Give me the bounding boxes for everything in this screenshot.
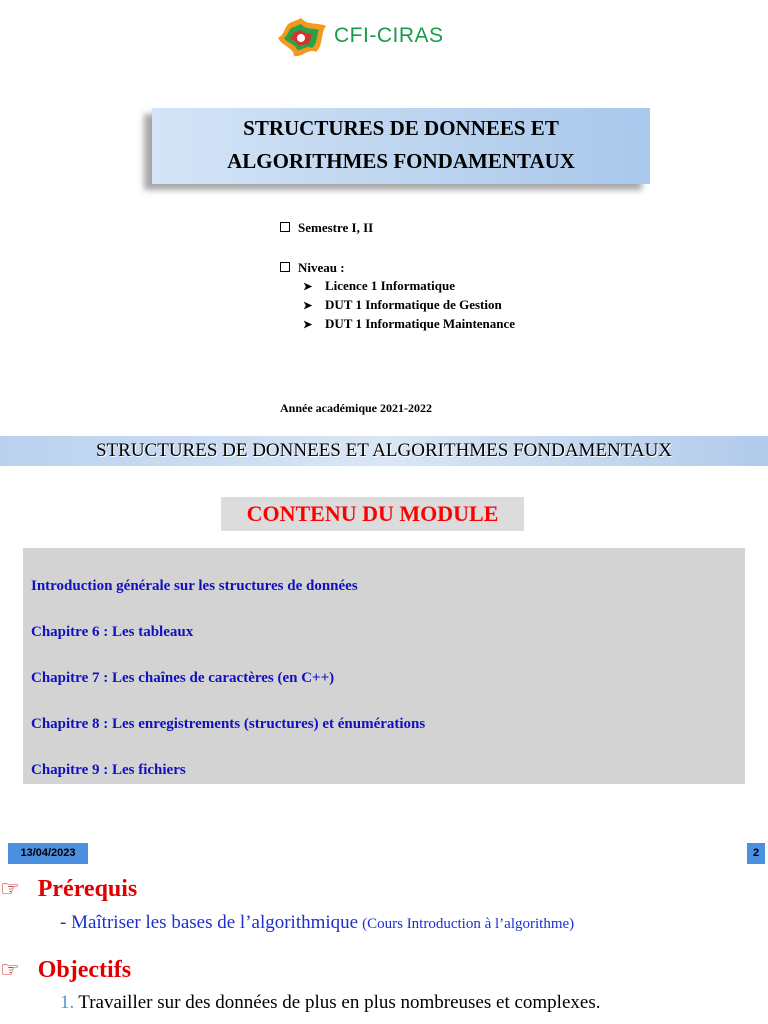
pointing-hand-icon: ☞	[0, 957, 20, 982]
slide-page-number: 2	[747, 843, 765, 864]
slide-banner: STRUCTURES DE DONNEES ET ALGORITHMES FONDAMENTAUX	[0, 436, 768, 466]
prerequis-note: (Cours Introduction à l’algorithme)	[362, 916, 575, 932]
niveau-label: Niveau :	[298, 260, 345, 275]
objectifs-item	[60, 992, 600, 1014]
slide-date: 13/04/2023	[8, 843, 88, 864]
star-flower-logo-icon	[272, 16, 330, 60]
chapter-item: Chapitre 7 : Les chaînes de caractères (en C++)	[31, 670, 335, 686]
arrow-bullet-icon: ➤	[303, 319, 313, 331]
pointing-hand-icon: ☞	[0, 876, 20, 901]
niveau-sub-text: Licence 1 Informatique	[325, 278, 455, 293]
cfi-ciras-logo	[272, 16, 472, 60]
objectifs-number: 1.	[60, 992, 75, 1013]
course-title-box	[152, 108, 650, 184]
niveau-sub-text: DUT 1 Informatique de Gestion	[325, 297, 502, 312]
prerequis-text: - Maîtriser les bases de l’algorithmique	[60, 912, 359, 933]
niveau-item	[280, 260, 345, 276]
prerequis-text-row	[60, 912, 574, 934]
chapter-item: Chapitre 8 : Les enregistrements (structures) et énumérations	[31, 716, 426, 732]
chapter-list	[23, 548, 745, 784]
checkbox-bullet-icon	[280, 222, 290, 232]
contenu-title: CONTENU DU MODULE	[221, 497, 524, 531]
arrow-bullet-icon: ➤	[303, 281, 313, 293]
chapter-item: Chapitre 9 : Les fichiers	[31, 762, 186, 778]
checkbox-bullet-icon	[280, 262, 290, 272]
prerequis-heading: Prérequis	[37, 876, 138, 902]
chapter-item: Introduction générale sur les structures de données	[31, 578, 358, 594]
academic-year: Année académique 2021-2022	[280, 401, 432, 415]
chapter-item: Chapitre 6 : Les tableaux	[31, 624, 194, 640]
objectifs-heading: Objectifs	[37, 957, 132, 983]
objectifs-heading-row	[0, 957, 131, 984]
course-title-line1: STRUCTURES DE DONNEES ET	[243, 116, 559, 140]
objectifs-text: Travailler sur des données de plus en plus nombreuses et complexes.	[78, 992, 601, 1013]
course-title-line2: ALGORITHMES FONDAMENTAUX	[227, 149, 575, 173]
prerequis-heading-row	[0, 876, 137, 903]
semestre-text: Semestre I, II	[298, 220, 374, 235]
arrow-bullet-icon: ➤	[303, 300, 313, 312]
logo-text: CFI-CIRAS	[334, 24, 444, 47]
niveau-sub-item	[303, 316, 515, 332]
niveau-sub-text: DUT 1 Informatique Maintenance	[325, 316, 516, 331]
niveau-sub-item	[303, 297, 502, 313]
semestre-item	[280, 220, 373, 236]
niveau-sub-item	[303, 278, 455, 294]
